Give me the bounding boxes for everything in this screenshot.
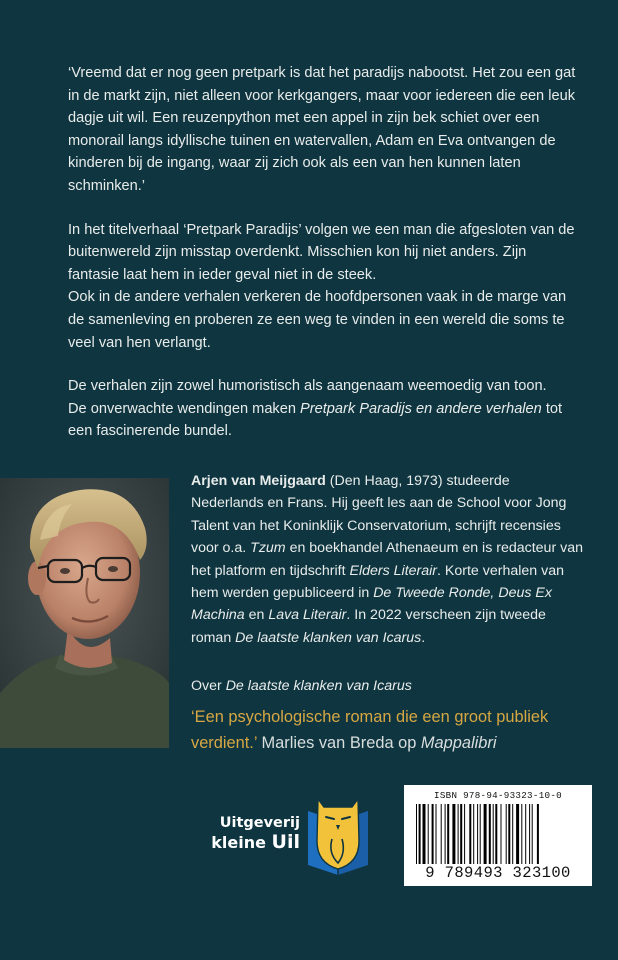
barcode-bar <box>521 804 522 864</box>
barcode-bar <box>473 804 474 864</box>
owl-book-icon <box>302 797 374 877</box>
barcode-bar <box>495 804 497 864</box>
bio-italic-tzum: Tzum <box>250 540 286 557</box>
bio-text: (Den Haag, 1973) studeerde Nederlands en Frans. Hij geeft les aan de School voor Jong Talent van het Koninklijk Conservatorium, schrijft recensies voor o.a. <box>191 473 567 557</box>
barcode-bar <box>460 804 462 864</box>
publisher-logo <box>188 797 378 877</box>
publisher-line-1: Uitgeverij <box>219 815 300 831</box>
publisher-kleine: kleine <box>211 833 272 852</box>
quote-source: Mappalibri <box>420 734 497 752</box>
bio-italic-lava-literair: Lava Literair <box>268 607 347 624</box>
bio-text: en <box>244 607 269 624</box>
barcode-bar <box>432 804 434 864</box>
publisher-name <box>188 814 300 853</box>
publisher-uil: Uil <box>271 831 300 853</box>
barcode-bar <box>423 804 426 864</box>
barcode-bar <box>458 804 459 864</box>
publisher-line-2 <box>188 832 300 853</box>
barcode-bar <box>489 804 491 864</box>
barcode-bar <box>441 804 442 864</box>
barcode-bars <box>414 804 582 864</box>
isbn-digits: 9 789493 323100 <box>425 864 571 882</box>
barcode-bar <box>508 804 510 864</box>
bio-italic-publications: De Tweede Ronde, Deus Ex Machina <box>191 585 552 624</box>
barcode-bar <box>419 804 421 864</box>
barcode-bar <box>428 804 429 864</box>
barcode-bar <box>525 804 526 864</box>
bio-italic-elders-literair: Elders Literair <box>349 562 438 579</box>
author-bio <box>191 470 586 649</box>
barcode-bar <box>506 804 507 864</box>
review-quote <box>191 704 591 756</box>
blurb-paragraph-3a: De verhalen zijn zowel humoristisch als aangenaam weemoedig van toon. <box>68 378 547 395</box>
barcode-bar <box>480 804 481 864</box>
barcode-bar <box>416 804 417 864</box>
barcode-bar <box>493 804 494 864</box>
blurb-text: tot een fascinerende bundel. <box>68 400 563 440</box>
quote-attribution: Marlies van Breda op <box>256 734 421 752</box>
author-name: Arjen van Meijgaard <box>191 473 326 489</box>
barcode-bar <box>537 804 539 864</box>
barcode-bar <box>447 804 449 864</box>
barcode-bar <box>436 804 437 864</box>
bio-text: . Korte verhalen van hem werden gepubliceerd in <box>191 562 565 602</box>
blurb-paragraph-1: ‘Vreemd dat er nog geen pretpark is dat het paradijs nabootst. Het zou een gat in de markt zijn, niet alleen voor kerkgangers, maar voor iedereen die een leuk dagje uit wil. Een reuzenpython met een appel in zijn bek schiet over een monorail langs idyllische tuinen en watervallen, Adam en Eva ontvangen de kinderen bij de ingang, waar zij zich ook als een van hen kunnen laten schminken.’ <box>68 65 576 194</box>
barcode-bar <box>469 804 471 864</box>
blurb-text: De onverwachte wendingen maken <box>68 400 301 417</box>
quote-text: ‘Een psychologische roman die een groot publiek verdient.’ <box>191 708 549 752</box>
barcode-bar <box>529 804 530 864</box>
back-cover-blurb <box>68 62 578 464</box>
blurb-paragraph-2b: Ook in de andere verhalen verkeren de hoofdpersonen vaak in de marge van de samenleving en proberen ze een weg te vinden in een wereld die soms te veel van hen verlangt. <box>68 289 567 351</box>
review-heading <box>191 676 586 696</box>
barcode-bar <box>464 804 465 864</box>
isbn-label: ISBN 978-94-93323-10-0 <box>434 790 562 801</box>
book-title: Pretpark Paradijs en andere verhalen <box>300 400 542 417</box>
barcode-bar <box>516 804 519 864</box>
barcode-bar <box>501 804 502 864</box>
barcode-bar <box>512 804 513 864</box>
review-heading-title: De laatste klanken van Icarus <box>225 678 412 694</box>
author-portrait-image <box>0 478 169 748</box>
bio-text: en boekhandel Athenaeum en is redacteur van het platform en tijdschrift <box>191 540 583 579</box>
barcode-bar <box>445 804 446 864</box>
author-photo <box>0 478 169 748</box>
barcode-bar <box>477 804 478 864</box>
isbn-barcode <box>404 785 592 886</box>
blurb-paragraph-3b <box>68 398 578 443</box>
bio-text: . In 2022 verscheen zijn tweede roman <box>191 607 546 646</box>
bio-text: . <box>421 629 426 646</box>
bio-italic-novel-title: De laatste klanken van Icarus <box>235 629 422 646</box>
barcode-bar <box>532 804 533 864</box>
barcode-bar <box>484 804 487 864</box>
review-heading-prefix: Over <box>191 678 226 694</box>
blurb-paragraph-2a: In het titelverhaal ‘Pretpark Paradijs’ volgen we een man die afgesloten van de buitenwereld zijn misstap overdenkt. Misschien kon hij niet anders. Zijn fantasie laat hem in ieder geval niet in de steek. <box>68 221 575 283</box>
barcode-bar <box>452 804 455 864</box>
